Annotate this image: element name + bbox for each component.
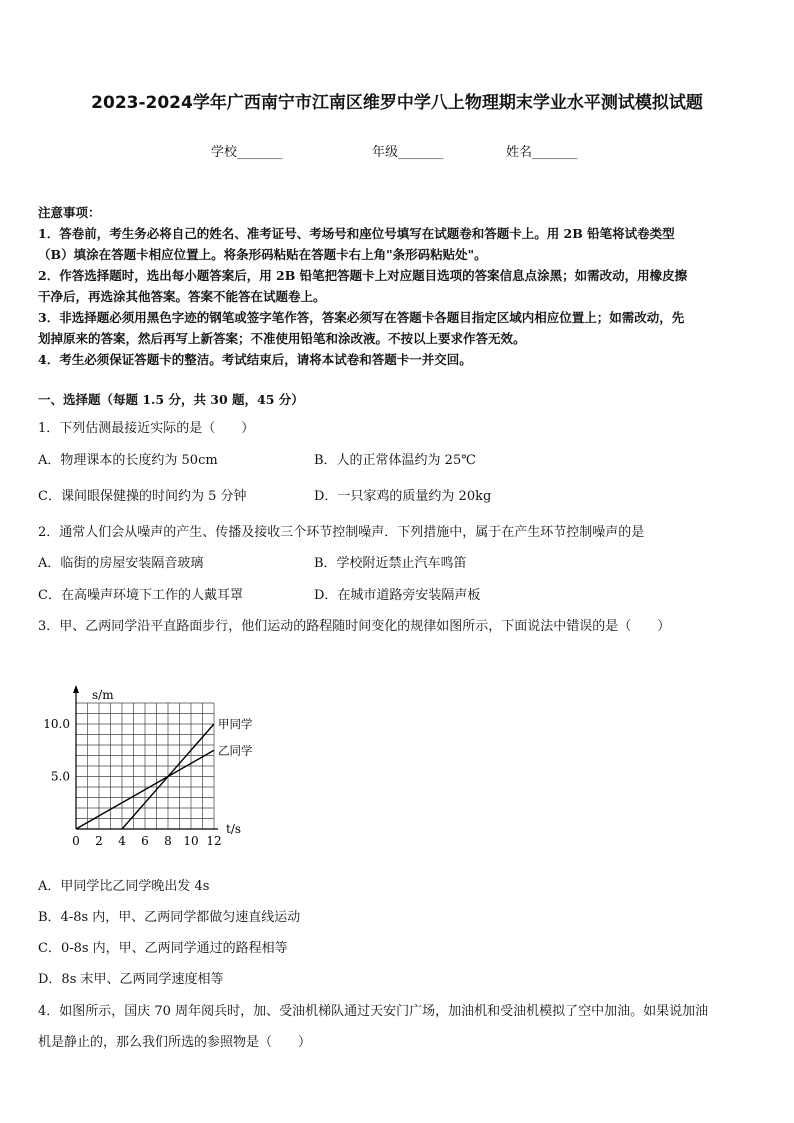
notice-line-6: 划掉原来的答案，然后再写上新答案；不准使用铅笔和涂改液。不按以上要求作答无效。: [38, 331, 526, 346]
question-1-option-c[interactable]: C．课间眼保健操的时间约为 5 分钟: [38, 489, 247, 504]
x-tick-label: 12: [206, 834, 222, 845]
x-tick-label: 2: [95, 834, 103, 845]
question-3-option-a[interactable]: A．甲同学比乙同学晚出发 4s: [38, 879, 210, 894]
question-1-option-a[interactable]: A．物理课本的长度约为 50cm: [38, 453, 218, 468]
grade-field[interactable]: 年级_______: [372, 145, 444, 160]
question-2-option-c[interactable]: C．在高噪声环境下工作的人戴耳罩: [38, 588, 243, 603]
x-tick-label: 6: [141, 834, 149, 845]
x-tick-label: 8: [164, 834, 172, 845]
question-2-option-d[interactable]: D．在城市道路旁安装隔声板: [314, 588, 481, 603]
graph-grid: [76, 703, 214, 829]
notice-line-4: 干净后，再选涂其他答案。答案不能答在试题卷上。: [38, 289, 326, 304]
question-2-stem: 2．通常人们会从噪声的产生、传播及接收三个环节控制噪声．下列措施中，属于在产生环节控制噪声的是: [38, 525, 645, 540]
question-2-option-a[interactable]: A．临街的房屋安装隔音玻璃: [38, 556, 204, 571]
notice-line-5: 3．非选择题必须用黑色字迹的钢笔或签字笔作答，答案必须写在答题卡各题目指定区域内相应位置上；如需改动，先: [38, 310, 685, 325]
question-1-option-d[interactable]: D．一只家鸡的质量约为 20kg: [314, 489, 492, 504]
name-field[interactable]: 姓名_______: [506, 145, 578, 160]
question-3-option-d[interactable]: D．8s 末甲、乙两同学速度相等: [38, 972, 224, 987]
question-1-option-b[interactable]: B．人的正常体温约为 25℃: [314, 453, 476, 468]
x-tick-label: 4: [118, 834, 126, 845]
x-tick-label: 0: [72, 834, 80, 845]
y-tick-label: 5.0: [50, 769, 70, 784]
question-3-option-c[interactable]: C．0-8s 内，甲、乙两同学通过的路程相等: [38, 941, 288, 956]
y-tick-label: 10.0: [43, 717, 70, 731]
section-heading: 一、选择题（每题 1.5 分，共 30 题，45 分）: [38, 392, 304, 407]
graph-axes: [73, 685, 218, 829]
notice-line-1: 1．答卷前，考生务必将自己的姓名、准考证号、考场号和座位号填写在试题卷和答题卡上。用 2B 铅笔将试卷类型: [38, 226, 675, 241]
notice-line-7: 4．考生必须保证答题卡的整洁。考试结束后，请将本试卷和答题卡一并交回。: [38, 352, 472, 367]
question-2-option-b[interactable]: B．学校附近禁止汽车鸣笛: [314, 556, 467, 571]
question-4-line-1: 4．如图所示，国庆 70 周年阅兵时，加、受油机梯队通过天安门广场，加油机和受油机模拟了空中加油。如果说加油: [38, 1004, 709, 1019]
exam-title: 2023-2024学年广西南宁市江南区维罗中学八上物理期末学业水平测试模拟试题: [91, 93, 703, 113]
school-field[interactable]: 学校_______: [211, 145, 283, 160]
question-3-stem: 3．甲、乙两同学沿平直路面步行，他们运动的路程随时间变化的规律如图所示，下面说法中错误的是（ ）: [38, 619, 671, 634]
notice-heading: 注意事项：: [38, 205, 101, 220]
distance-time-graph: [40, 655, 280, 845]
question-1-stem: 1．下列估测最接近实际的是（ ）: [38, 421, 255, 436]
y-axis-arrow: [73, 685, 79, 693]
series-label: 乙同学: [218, 743, 253, 758]
notice-line-2: （B）填涂在答题卡相应位置上。将条形码粘贴在答题卡右上角"条形码粘贴处"。: [38, 247, 487, 262]
series-label: 甲同学: [218, 717, 253, 731]
question-3-option-b[interactable]: B．4-8s 内，甲、乙两同学都做匀速直线运动: [38, 910, 301, 925]
y-axis-label: s/m: [92, 688, 114, 702]
x-axis-label: t/s: [226, 822, 242, 836]
x-tick-label: 10: [183, 834, 199, 845]
question-4-line-2: 机是静止的，那么我们所选的参照物是（ ）: [38, 1035, 312, 1050]
graph-labels: [43, 688, 253, 845]
notice-line-3: 2．作答选择题时，选出每小题答案后，用 2B 铅笔把答题卡上对应题目选项的答案信息点涂黑；如需改动，用橡皮擦: [38, 268, 688, 283]
